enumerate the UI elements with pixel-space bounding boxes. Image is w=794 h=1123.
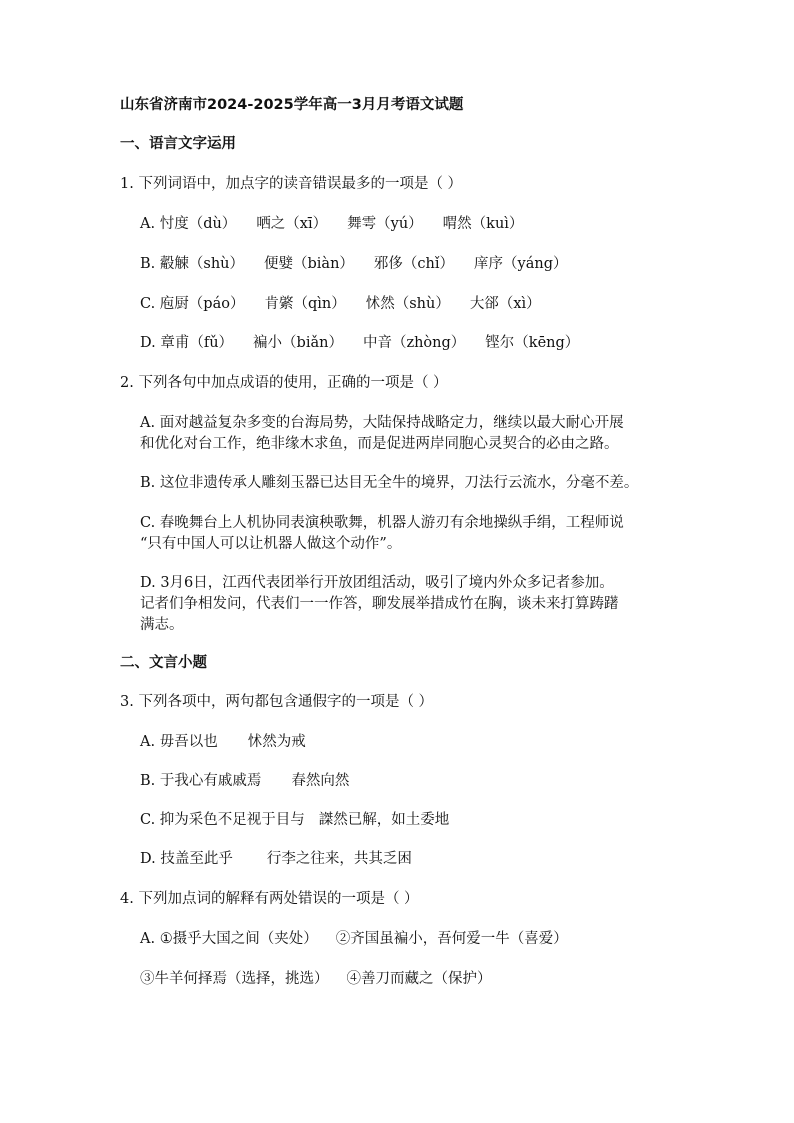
option-text: 铿尔（kēng） (485, 335, 580, 351)
option-text: 肯綮（qìn） (264, 296, 346, 312)
question-2-stem: 2. 下列各句中加点成语的使用，正确的一项是（ ） (120, 375, 448, 391)
option-text: 褊小（biǎn） (253, 335, 343, 351)
option-text: 行李之往来，共其乏困 (266, 851, 412, 867)
question-1-stem: 1. 下列词语中，加点字的读音错误最多的一项是（ ） (120, 176, 463, 192)
question-4-stem: 4. 下列加点词的解释有两处错误的一项是（ ） (120, 891, 419, 907)
option-text: 便嬖（biàn） (264, 256, 354, 272)
question-1-option-b (140, 253, 567, 275)
question-3-option-a (140, 731, 306, 753)
option-text: D. 章甫（fǔ） (140, 335, 234, 351)
option-text: 舞雩（yú） (347, 216, 423, 232)
question-4-option-a-line-2 (140, 968, 492, 990)
option-text: 哂之（xī） (256, 216, 328, 232)
question-3-option-c (140, 809, 449, 831)
question-2-option-d-line-2: 记者们争相发问，代表们一一作答，聊发展举措成竹在胸，谈未来打算踌躇 (140, 596, 619, 612)
question-2-option-a-line-1: A. 面对越益复杂多变的台海局势，大陆保持战略定力，继续以最大耐心开展 (140, 415, 624, 431)
question-3-option-b (140, 770, 349, 792)
question-2-option-d-line-3: 满志。 (140, 617, 184, 633)
option-text: C. 庖厨（páo） (140, 296, 245, 312)
option-text: ③牛羊何择焉（选择，挑选） (140, 971, 329, 987)
question-1-option-d (140, 332, 579, 354)
question-1-option-c (140, 293, 541, 315)
option-text: D. 技盖至此乎 (140, 851, 233, 867)
option-text: 怵然为戒 (247, 734, 306, 750)
option-text: C. 抑为采色不足视于目与 (140, 812, 305, 828)
option-text: 怵然（shù） (365, 296, 450, 312)
question-4-option-a-line-1 (140, 928, 568, 950)
question-2-option-b: B. 这位非遗传承人雕刻玉器已达目无全牛的境界，刀法行云流水，分毫不差。 (140, 475, 639, 491)
question-2-option-c-line-1: C. 春晚舞台上人机协同表演秧歌舞，机器人游刃有余地操纵手绢，工程师说 (140, 515, 624, 531)
option-text: A. ①摄乎大国之间（夹处） (140, 931, 318, 947)
option-text: 庠序（yáng） (474, 256, 568, 272)
option-text: 春然向然 (291, 773, 350, 789)
option-text: ②齐国虽褊小，吾何爱一牛（喜爱） (335, 931, 568, 947)
section-heading-2: 二、文言小题 (120, 655, 207, 671)
option-text: A. 忖度（dù） (140, 216, 237, 232)
option-text: 邪侈（chǐ） (373, 256, 455, 272)
section-heading-1: 一、语言文字运用 (120, 136, 236, 152)
option-text: 喟然（kuì） (442, 216, 524, 232)
question-1-option-a (140, 213, 523, 235)
option-text: B. 觳觫（shù） (140, 256, 244, 272)
question-3-option-d (140, 848, 412, 870)
option-text: A. 毋吾以也 (140, 734, 218, 750)
question-2-option-a-line-2: 和优化对台工作，绝非缘木求鱼，而是促进两岸同胞心灵契合的必由之路。 (140, 436, 619, 452)
question-2-option-c-line-2: “只有中国人可以让机器人做这个动作”。 (140, 536, 402, 552)
option-text: 大郤（xì） (469, 296, 541, 312)
option-text: B. 于我心有戚戚焉 (140, 773, 262, 789)
document-title: 山东省济南市2024-2025学年高一3月月考语文试题 (120, 97, 464, 113)
question-3-stem: 3. 下列各项中，两句都包含通假字的一项是（ ） (120, 694, 434, 710)
option-text: 中音（zhòng） (362, 335, 466, 351)
option-text: 謋然已解，如土委地 (318, 812, 450, 828)
option-text: ④善刀而藏之（保护） (346, 971, 492, 987)
question-2-option-d-line-1: D. 3月6日，江西代表团举行开放团组活动，吸引了境内外众多记者参加。 (140, 575, 614, 591)
